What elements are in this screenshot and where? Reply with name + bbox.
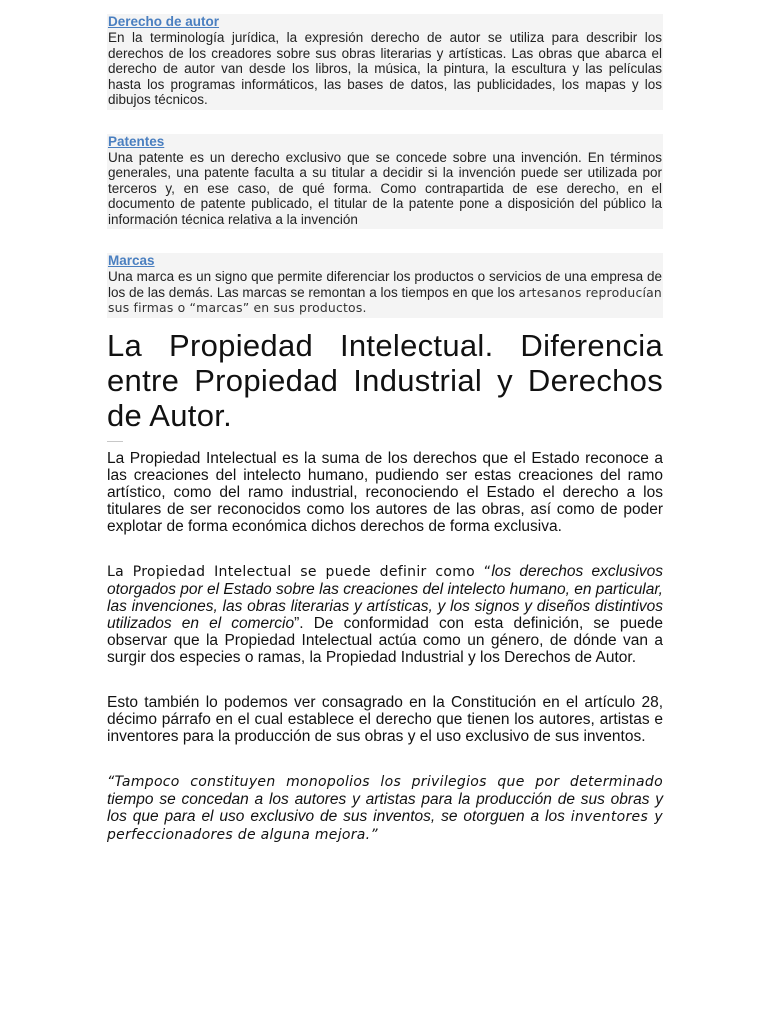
document-page bbox=[107, 14, 663, 844]
section-body-patentes: Una patente es un derecho exclusivo que se concede sobre una invención. En términos generales, una patente faculta a su titular a decidir si la invención puede ser utilizada por terceros y, en ese caso, de qué forma. Como contrapartida de ese derecho, en el documento de patente publicado, el titular de la patente pone a disposición del público la información técnica relativa a la invención bbox=[108, 149, 662, 227]
section-title-marcas[interactable]: Marcas bbox=[108, 253, 155, 268]
section-marcas bbox=[107, 253, 663, 318]
paragraph-concept-rest: ”. De conformidad con esta definición, se puede observar que la Propiedad Intelectual actúa como un género, de dónde van a surgir dos especies o ramas, la Propiedad Industrial y los Derechos de Autor. bbox=[107, 614, 663, 666]
section-body-derecho-de-autor: En la terminología jurídica, la expresión derecho de autor se utiliza para describir los derechos de los creadores sobre sus obras literarias y artísticas. Las obras que abarca el derecho de autor van desde los libros, la música, la pintura, la escultura y las películas hasta los programas informáticos, las bases de datos, las publicidades, los mapas y los dibujos técnicos. bbox=[108, 30, 662, 107]
paragraph-concept-lead: La Propiedad Intelectual se puede definir como “ bbox=[107, 563, 492, 580]
section-patentes bbox=[107, 134, 663, 230]
section-title-patentes[interactable]: Patentes bbox=[108, 133, 165, 149]
paragraph-definition: La Propiedad Intelectual es la suma de los derechos que el Estado reconoce a las creaciones del intelecto humano, pudiendo ser estas creaciones del ramo artístico, como del ramo industrial, reconociendo el Estado el derecho a los titulares de ser reconocidos como los autores de las obras, así como de poder explotar de forma económica dichos derechos de forma exclusiva. bbox=[107, 449, 663, 535]
section-body-marcas bbox=[108, 269, 662, 316]
section-body-marcas-text: Una marca es un signo que permite diferenciar los productos o servicios de una empresa de los de las demás. Las marcas se remontan a los tiempos en que los bbox=[108, 269, 662, 300]
paragraph-concept-quote: los derechos exclusivos otorgados por el Estado sobre las creaciones del intelecto humano, en particular, las invenciones, las obras literarias y artísticas, y los signos y diseños distintivos utilizados en el comercio bbox=[107, 562, 663, 632]
section-title-derecho-de-autor[interactable]: Derecho de autor bbox=[108, 14, 220, 29]
divider-mark bbox=[107, 441, 123, 444]
page-title: La Propiedad Intelectual. Diferencia entre Propiedad Industrial y Derechos de Autor. bbox=[107, 327, 663, 433]
constitution-quote-middle: tiempo se concedan a los autores y artistas para la producción de sus obras y los que para el uso exclusivo de sus inventos, se otorguen a los bbox=[107, 790, 663, 825]
constitution-quote-line-1: “Tampoco constituyen monopolios los privilegios que por determinado bbox=[107, 773, 663, 790]
paragraph-constitution: Esto también lo podemos ver consagrado en la Constitución en el artículo 28, décimo párrafo en el cual establece el derecho que tienen los autores, artistas e inventores para la producción de sus obras y el uso exclusivo de sus inventos. bbox=[107, 693, 663, 745]
section-derecho-de-autor bbox=[107, 14, 663, 110]
constitution-quote bbox=[107, 773, 663, 844]
paragraph-concept bbox=[107, 563, 663, 666]
constitution-quote-last-line: inventores y perfeccionadores de alguna mejora.” bbox=[107, 808, 663, 843]
section-body-marcas-continuation: artesanos reproducían sus firmas o “marcas” en sus productos. bbox=[108, 284, 662, 315]
